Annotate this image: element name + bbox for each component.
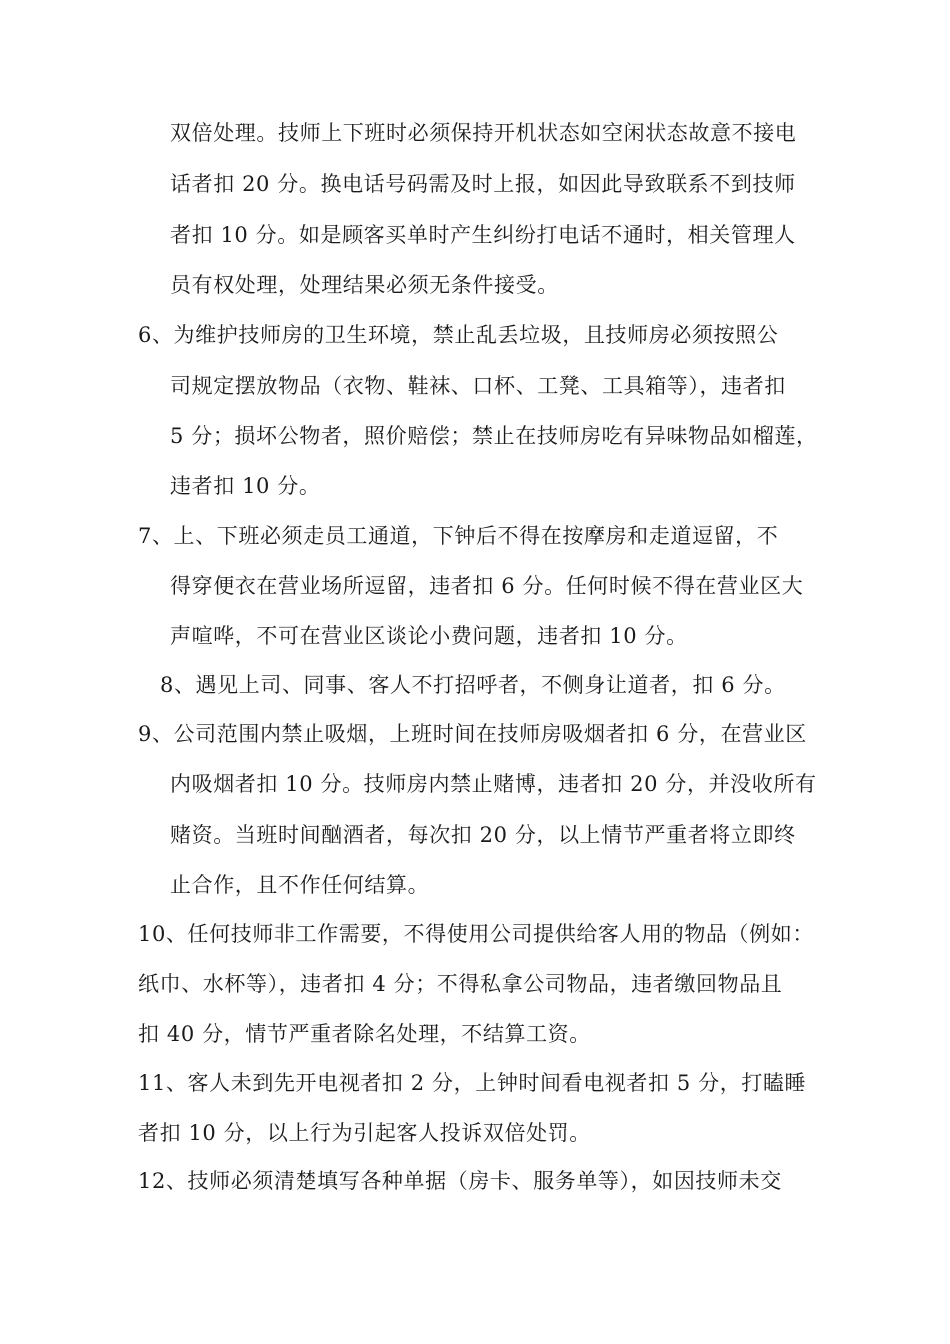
- text-line: 8、遇见上司、同事、客人不打招呼者，不侧身让道者，扣 6 分。: [160, 673, 786, 697]
- text-line: 内吸烟者扣 10 分。技师房内禁止赌博，违者扣 20 分，并没收所有: [170, 772, 817, 796]
- text-line: 声喧哗，不可在营业区谈论小费问题，违者扣 10 分。: [170, 624, 688, 648]
- text-line: 7、上、下班必须走员工通道，下钟后不得在按摩房和走道逗留，不: [138, 524, 779, 548]
- text-line: 10、任何技师非工作需要，不得使用公司提供给客人用的物品（例如：: [138, 922, 814, 946]
- text-line: 赌资。当班时间酗酒者，每次扣 20 分，以上情节严重者将立即终: [170, 823, 796, 847]
- text-line: 纸巾、水杯等），违者扣 4 分；不得私拿公司物品，违者缴回物品且: [138, 972, 783, 996]
- text-line: 话者扣 20 分。换电话号码需及时上报，如因此导致联系不到技师: [170, 172, 796, 196]
- text-line: 违者扣 10 分。: [170, 474, 321, 498]
- text-line: 得穿便衣在营业场所逗留，违者扣 6 分。任何时候不得在营业区大: [170, 574, 804, 598]
- text-line: 9、公司范围内禁止吸烟，上班时间在技师房吸烟者扣 6 分，在营业区: [138, 722, 807, 746]
- text-line: 者扣 10 分。如是顾客买单时产生纠纷打电话不通时，相关管理人: [170, 223, 796, 247]
- text-line: 12、技师必须清楚填写各种单据（房卡、服务单等），如因技师未交: [138, 1169, 782, 1193]
- text-line: 司规定摆放物品（衣物、鞋袜、口杯、工凳、工具箱等），违者扣: [170, 374, 786, 398]
- text-line: 扣 40 分，情节严重者除名处理，不结算工资。: [138, 1022, 591, 1046]
- text-line: 5 分；损坏公物者，照价赔偿；禁止在技师房吃有异味物品如榴莲，: [170, 424, 818, 448]
- text-line: 止合作，且不作任何结算。: [170, 873, 430, 897]
- text-line: 11、客人未到先开电视者扣 2 分，上钟时间看电视者扣 5 分，打瞌睡: [138, 1071, 807, 1095]
- text-line: 双倍处理。技师上下班时必须保持开机状态如空闲状态故意不接电: [170, 121, 797, 145]
- text-line: 6、为维护技师房的卫生环境，禁止乱丢垃圾，且技师房必须按照公: [138, 323, 779, 347]
- text-line: 员有权处理，处理结果必须无条件接受。: [170, 273, 559, 297]
- text-line: 者扣 10 分，以上行为引起客人投诉双倍处罚。: [138, 1121, 591, 1145]
